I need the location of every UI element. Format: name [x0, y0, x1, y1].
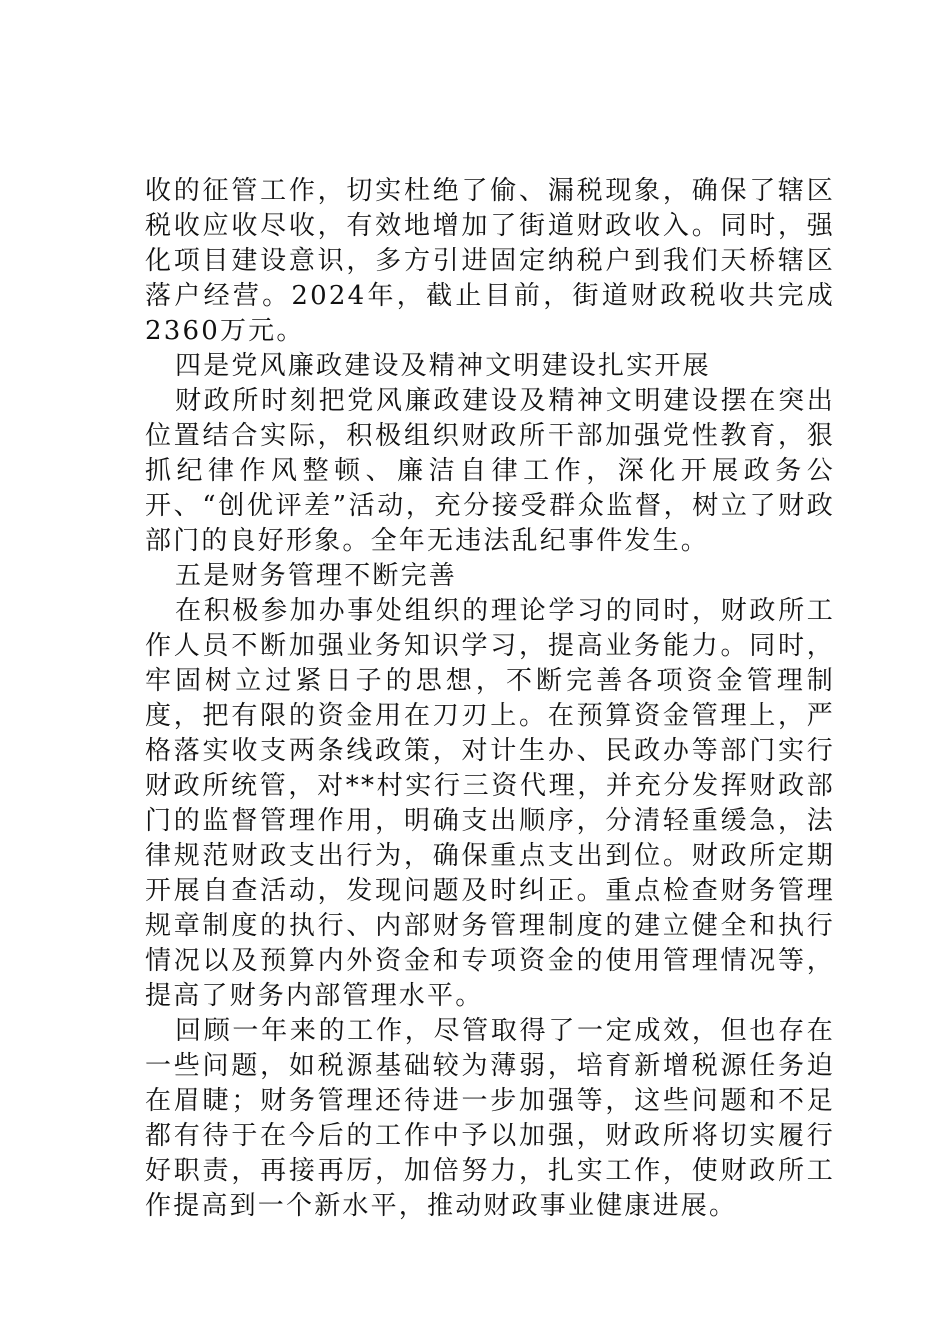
paragraph-party-conduct: 财政所时刻把党风廉政建设及精神文明建设摆在突出位置结合实际，积极组织财政所干部加强党性教育，狠抓纪律作风整顿、廉洁自律工作，深化开展政务公开、“创优评差”活动，充分接受群众监督，树立了财政部门的良好形象。全年无违法乱纪事件发生。 — [145, 386, 835, 556]
section-heading-financial-management: 五是财务管理不断完善 — [175, 561, 458, 591]
paragraph-review-conclusion: 回顾一年来的工作，尽管取得了一定成效，但也存在一些问题，如税源基础较为薄弱，培育新增税源任务迫在眉睫；财务管理还待进一步加强等，这些问题和不足都有待于在今后的工作中予以加强，财政所将切实履行好职责，再接再厉，加倍努力，扎实工作，使财政所工作提高到一个新水平，推动财政事业健康进展。 — [145, 1016, 835, 1221]
document-body — [145, 174, 835, 1224]
paragraph-tax-collection: 收的征管工作，切实杜绝了偷、漏税现象，确保了辖区税收应收尽收，有效地增加了街道财政收入。同时，强化项目建设意识，多方引进固定纳税户到我们天桥辖区落户经营。2024年，截止目前，街道财政税收共完成2360万元。 — [145, 176, 835, 346]
paragraph-financial-management: 在积极参加办事处组织的理论学习的同时，财政所工作人员不断加强业务知识学习，提高业务能力。同时，牢固树立过紧日子的思想，不断完善各项资金管理制度，把有限的资金用在刀刃上。在预算资金管理上，严格落实收支两条线政策，对计生办、民政办等部门实行财政所统管，对**村实行三资代理，并充分发挥财政部门的监督管理作用，明确支出顺序，分清轻重缓急，法律规范财政支出行为，确保重点支出到位。财政所定期开展自查活动，发现问题及时纠正。重点检查财务管理规章制度的执行、内部财务管理制度的建立健全和执行情况以及预算内外资金和专项资金的使用管理情况等，提高了财务内部管理水平。 — [145, 596, 835, 1011]
section-heading-party-conduct: 四是党风廉政建设及精神文明建设扎实开展 — [175, 351, 711, 381]
